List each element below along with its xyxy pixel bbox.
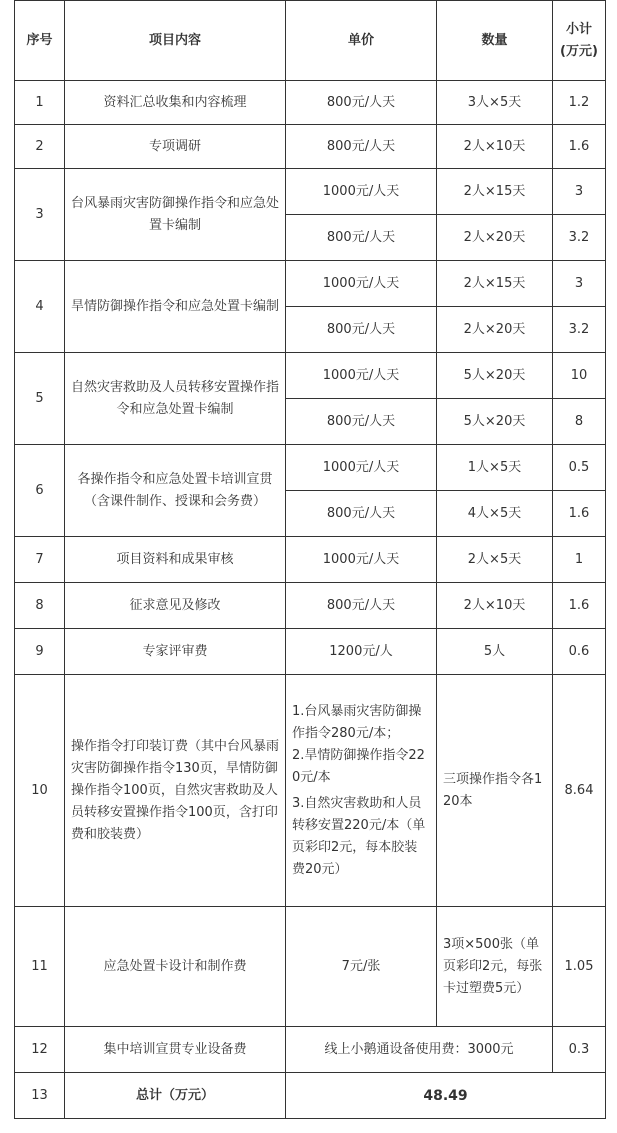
row-price: 1200元/人 <box>286 629 437 675</box>
price-line: 1.台风暴雨灾害防御操作指令280元/本； <box>292 703 422 741</box>
row-subtotal: 3 <box>553 169 606 215</box>
row-item: 征求意见及修改 <box>65 583 286 629</box>
header-quantity: 数量 <box>437 1 553 81</box>
row-qty: 5人 <box>437 629 553 675</box>
row-item: 自然灾害救助及人员转移安置操作指令和应急处置卡编制 <box>65 353 286 445</box>
row-subtotal: 8.64 <box>553 675 606 907</box>
row-item: 资料汇总收集和内容梳理 <box>65 81 286 125</box>
row-no: 7 <box>15 537 65 583</box>
table-row <box>15 445 606 491</box>
row-qty: 3人×5天 <box>437 81 553 125</box>
row-no: 12 <box>15 1027 65 1073</box>
row-qty: 2人×15天 <box>437 261 553 307</box>
row-qty: 2人×20天 <box>437 307 553 353</box>
row-price: 800元/人天 <box>286 125 437 169</box>
row-no: 11 <box>15 907 65 1027</box>
row-qty: 2人×20天 <box>437 215 553 261</box>
table-row <box>15 353 606 399</box>
table-row <box>15 629 606 675</box>
row-subtotal: 8 <box>553 399 606 445</box>
row-price: 800元/人天 <box>286 81 437 125</box>
row-subtotal: 3.2 <box>553 215 606 261</box>
row-price: 800元/人天 <box>286 215 437 261</box>
price-line: 2.旱情防御操作指令220元/本 <box>292 747 425 785</box>
row-item: 操作指令打印装订费（其中台风暴雨灾害防御操作指令130页，旱情防御操作指令100页，自然灾害救助及人员转移安置操作指令100页，含打印费和胶装费） <box>65 675 286 907</box>
row-qty: 2人×10天 <box>437 125 553 169</box>
row-subtotal: 3.2 <box>553 307 606 353</box>
row-subtotal: 10 <box>553 353 606 399</box>
row-price: 1000元/人天 <box>286 169 437 215</box>
row-qty: 3项×500张（单页彩印2元，每张卡过塑费5元） <box>437 907 553 1027</box>
row-item: 集中培训宣贯专业设备费 <box>65 1027 286 1073</box>
table-row <box>15 907 606 1027</box>
row-no: 2 <box>15 125 65 169</box>
row-subtotal: 0.3 <box>553 1027 606 1073</box>
header-unit-price: 单价 <box>286 1 437 81</box>
row-no: 9 <box>15 629 65 675</box>
total-row <box>15 1073 606 1119</box>
row-qty: 三项操作指令各120本 <box>437 675 553 907</box>
row-subtotal: 1 <box>553 537 606 583</box>
row-no: 4 <box>15 261 65 353</box>
row-price: 800元/人天 <box>286 491 437 537</box>
header-no: 序号 <box>15 1 65 81</box>
row-item: 专家评审费 <box>65 629 286 675</box>
row-item: 应急处置卡设计和制作费 <box>65 907 286 1027</box>
row-price: 800元/人天 <box>286 399 437 445</box>
row-item: 项目资料和成果审核 <box>65 537 286 583</box>
row-price: 1000元/人天 <box>286 353 437 399</box>
row-qty: 2人×5天 <box>437 537 553 583</box>
row-qty: 5人×20天 <box>437 399 553 445</box>
table-row <box>15 125 606 169</box>
row-subtotal: 1.6 <box>553 583 606 629</box>
row-subtotal: 0.5 <box>553 445 606 491</box>
row-price: 7元/张 <box>286 907 437 1027</box>
row-subtotal: 1.6 <box>553 125 606 169</box>
row-no: 5 <box>15 353 65 445</box>
row-merged-price: 线上小鹅通设备使用费：3000元 <box>286 1027 553 1073</box>
table-row <box>15 169 606 215</box>
row-no: 1 <box>15 81 65 125</box>
row-price: 1000元/人天 <box>286 537 437 583</box>
row-price: 800元/人天 <box>286 583 437 629</box>
price-line: 3.自然灾害救助和人员转移安置220元/本（单页彩印2元，每本胶装费20元） <box>292 795 426 877</box>
table-row <box>15 675 606 907</box>
row-subtotal: 3 <box>553 261 606 307</box>
header-subtotal: 小计(万元) <box>553 1 606 81</box>
row-price: 1000元/人天 <box>286 445 437 491</box>
row-qty: 5人×20天 <box>437 353 553 399</box>
row-no: 3 <box>15 169 65 261</box>
row-item: 旱情防御操作指令和应急处置卡编制 <box>65 261 286 353</box>
row-qty: 2人×10天 <box>437 583 553 629</box>
table-row <box>15 1027 606 1073</box>
row-price: 1000元/人天 <box>286 261 437 307</box>
row-no: 13 <box>15 1073 65 1119</box>
row-item: 台风暴雨灾害防御操作指令和应急处置卡编制 <box>65 169 286 261</box>
row-no: 10 <box>15 675 65 907</box>
table-row <box>15 81 606 125</box>
table-row <box>15 537 606 583</box>
row-no: 6 <box>15 445 65 537</box>
row-no: 8 <box>15 583 65 629</box>
row-qty: 2人×15天 <box>437 169 553 215</box>
budget-table <box>14 0 606 1119</box>
row-qty: 4人×5天 <box>437 491 553 537</box>
row-price <box>286 675 437 907</box>
table-header-row <box>15 1 606 81</box>
header-item: 项目内容 <box>65 1 286 81</box>
row-item: 各操作指令和应急处置卡培训宣贯（含课件制作、授课和会务费） <box>65 445 286 537</box>
row-subtotal: 1.05 <box>553 907 606 1027</box>
total-value: 48.49 <box>286 1073 606 1119</box>
row-price: 800元/人天 <box>286 307 437 353</box>
row-item: 专项调研 <box>65 125 286 169</box>
row-subtotal: 0.6 <box>553 629 606 675</box>
row-subtotal: 1.6 <box>553 491 606 537</box>
row-qty: 1人×5天 <box>437 445 553 491</box>
row-subtotal: 1.2 <box>553 81 606 125</box>
total-label: 总计（万元） <box>65 1073 286 1119</box>
table-row <box>15 261 606 307</box>
table-row <box>15 583 606 629</box>
